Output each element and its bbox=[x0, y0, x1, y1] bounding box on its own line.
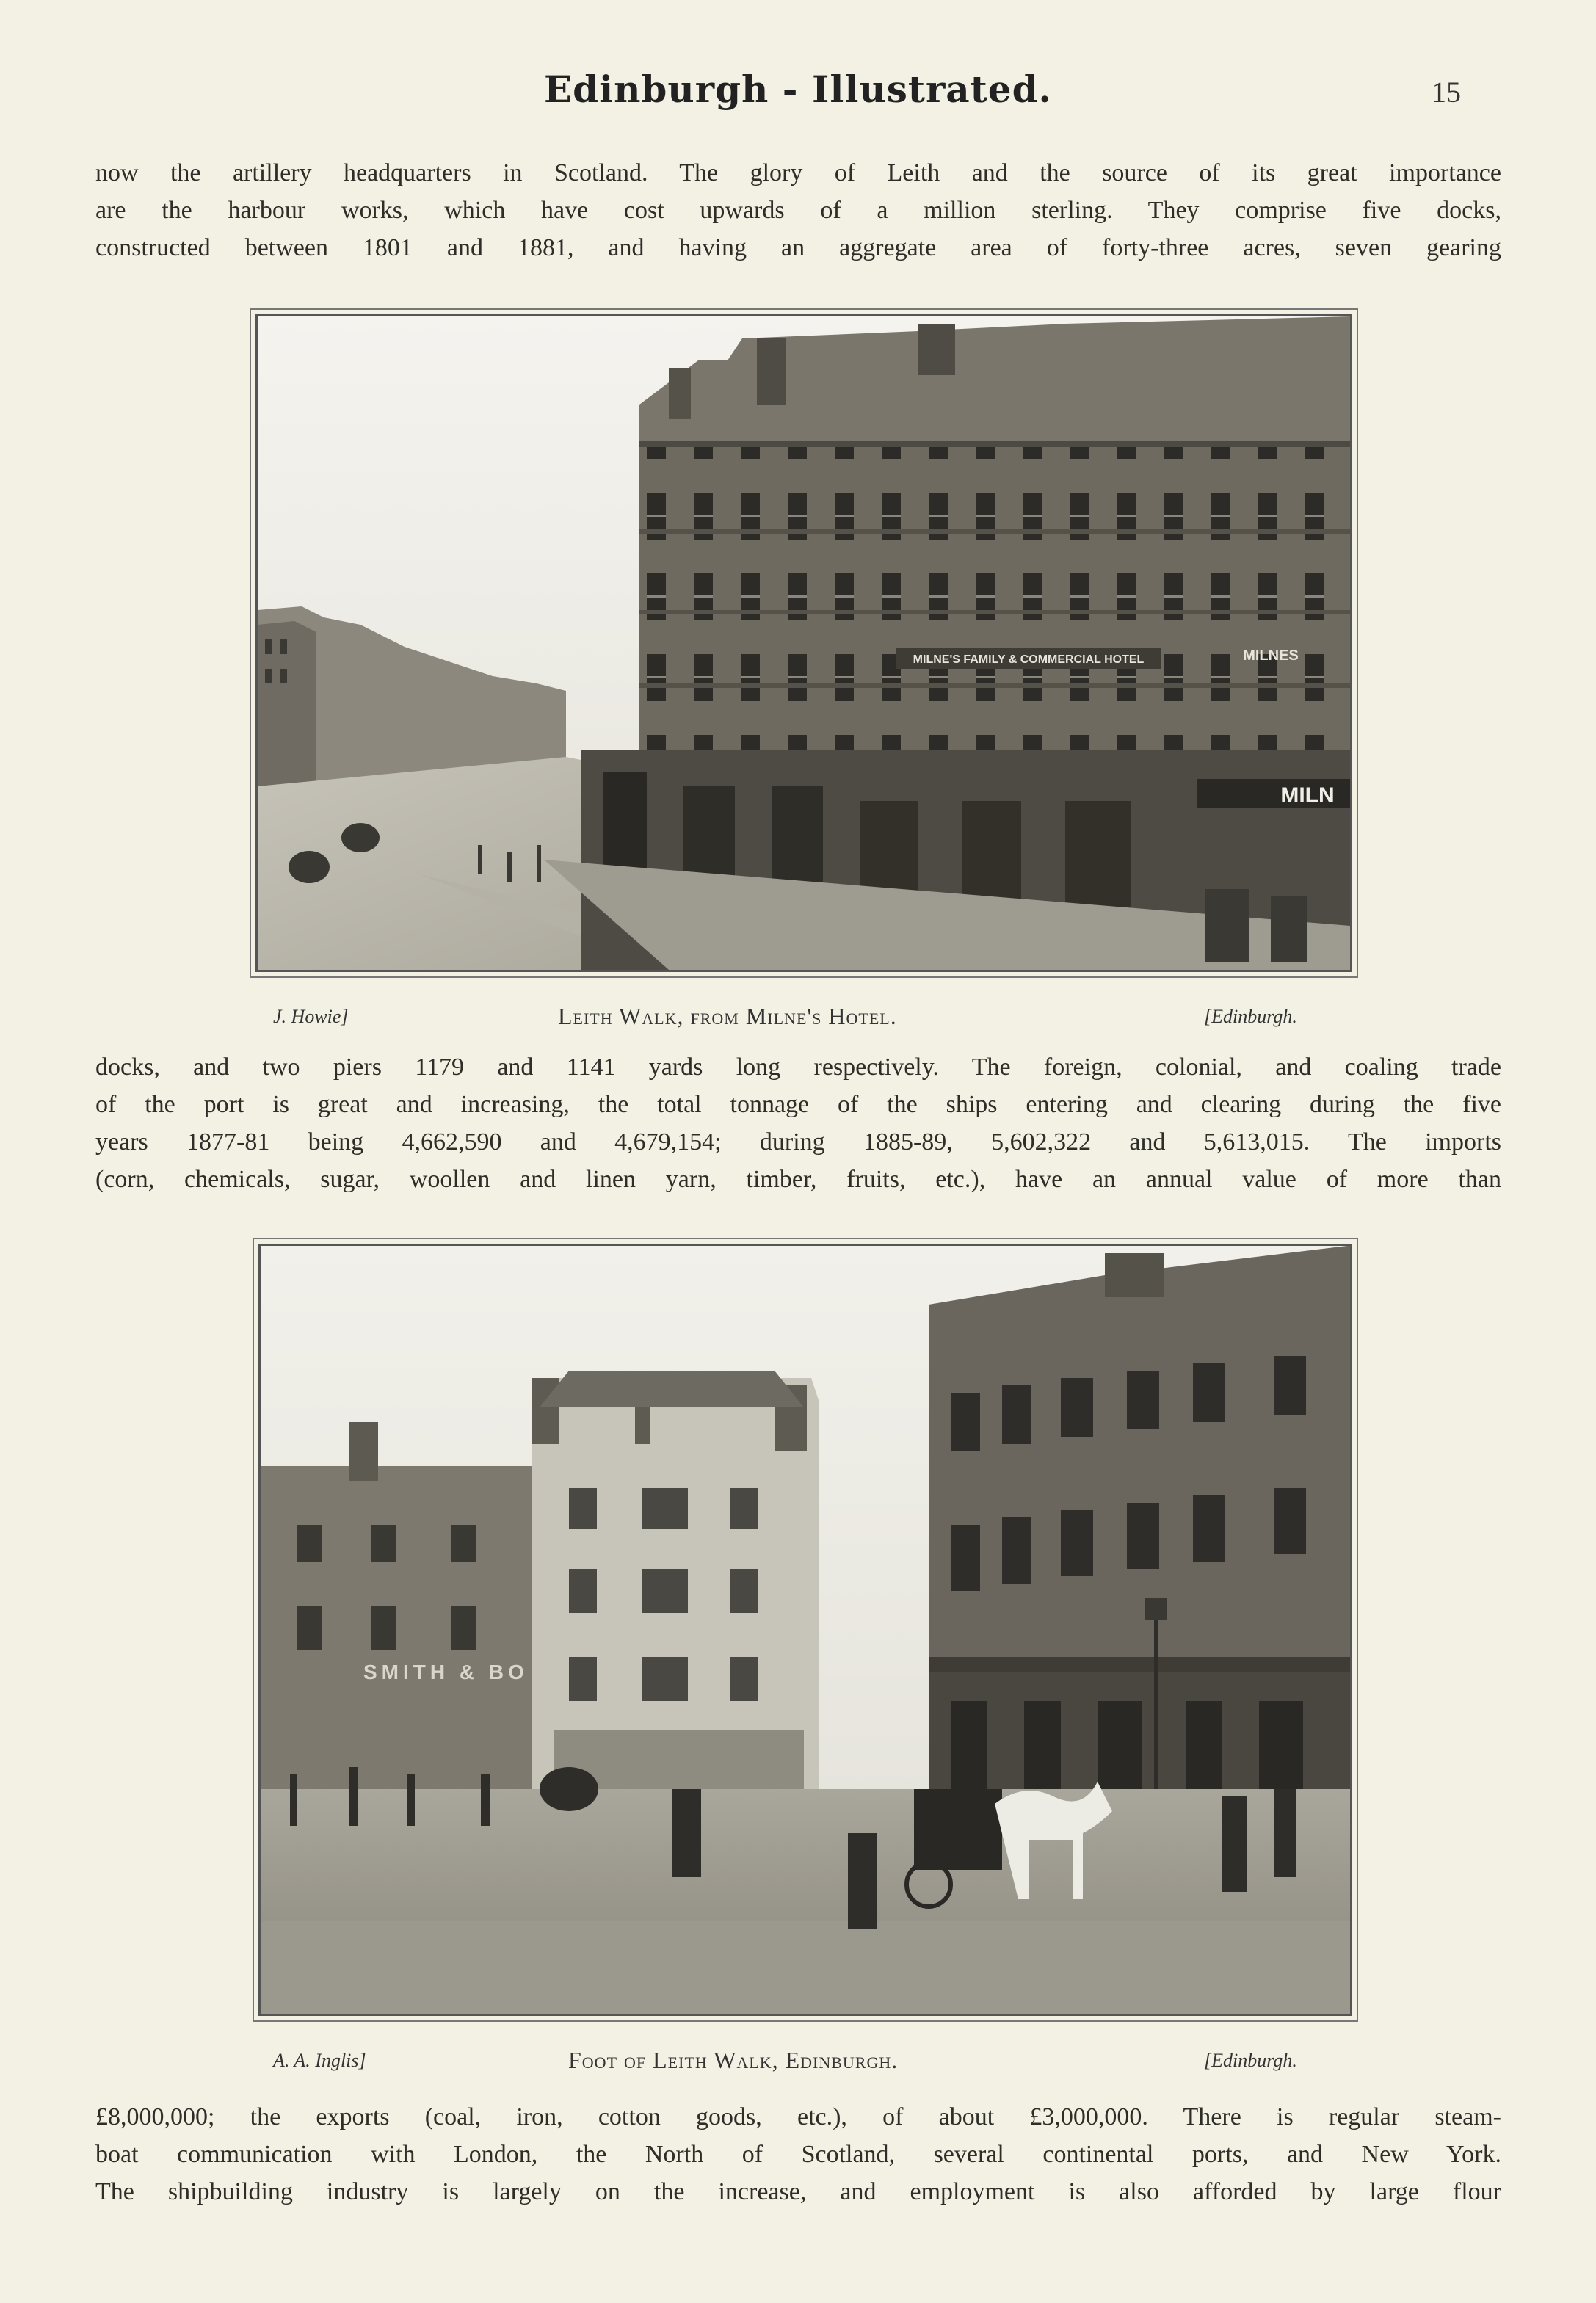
text-line: are the harbour works, which have cost upwards of a million sterling. They comprise five docks, bbox=[95, 197, 1501, 224]
photo-illustration bbox=[261, 1246, 1350, 2014]
photo-credit-left: A. A. Inglis] bbox=[273, 2050, 366, 2071]
photo-caption-title: Leith Walk, from Milne's Hotel. bbox=[558, 1003, 897, 1029]
shop-sign: SMITH & BO bbox=[363, 1661, 529, 1683]
text-line: £8,000,000; the exports (coal, iron, cotton goods, etc.), of about £3,000,000. There is regular steam- bbox=[95, 2103, 1501, 2130]
text-line: years 1877-81 being 4,662,590 and 4,679,154; during 1885-89, 5,602,322 and 5,613,015. The imports bbox=[95, 1128, 1501, 1156]
paragraph-2 bbox=[95, 1048, 1501, 1198]
text-line: (corn, chemicals, sugar, woollen and linen yarn, timber, fruits, etc.), have an annual value of more than bbox=[95, 1166, 1501, 1193]
paragraph-1 bbox=[95, 154, 1501, 266]
text-line: constructed between 1801 and 1881, and having an aggregate area of forty-three acres, seven gearing bbox=[95, 234, 1501, 261]
paragraph-3 bbox=[95, 2098, 1501, 2210]
text-line: docks, and two piers 1179 and 1141 yards long respectively. The foreign, colonial, and coaling trade bbox=[95, 1053, 1501, 1081]
photo-foot-of-leith-walk bbox=[258, 1244, 1352, 2016]
running-header-title: Edinburgh - Illustrated. bbox=[544, 68, 1052, 111]
milnes-sign: MILNES bbox=[1243, 648, 1299, 664]
photo-credit-right: [Edinburgh. bbox=[1204, 1006, 1297, 1027]
hotel-sign: MILNE'S FAMILY & COMMERCIAL HOTEL bbox=[913, 653, 1145, 666]
text-line: of the port is great and increasing, the total tonnage of the ships entering and clearing during the five bbox=[95, 1091, 1501, 1118]
text-line: now the artillery headquarters in Scotland. The glory of Leith and the source of its great importance bbox=[95, 159, 1501, 186]
photo-credit-right: [Edinburgh. bbox=[1204, 2050, 1297, 2071]
text-line: boat communication with London, the North of Scotland, several continental ports, and New York. bbox=[95, 2141, 1501, 2168]
miln-sign: MILN bbox=[1280, 783, 1335, 808]
photo-credit-left: J. Howie] bbox=[273, 1006, 349, 1027]
photo-illustration bbox=[258, 316, 1350, 970]
page-number: 15 bbox=[1432, 76, 1461, 109]
photo-leith-walk-from-milnes-hotel bbox=[255, 314, 1352, 972]
photo-caption-title: Foot of Leith Walk, Edinburgh. bbox=[568, 2047, 899, 2073]
text-line: The shipbuilding industry is largely on the increase, and employment is also afforded by large flour bbox=[95, 2178, 1501, 2205]
